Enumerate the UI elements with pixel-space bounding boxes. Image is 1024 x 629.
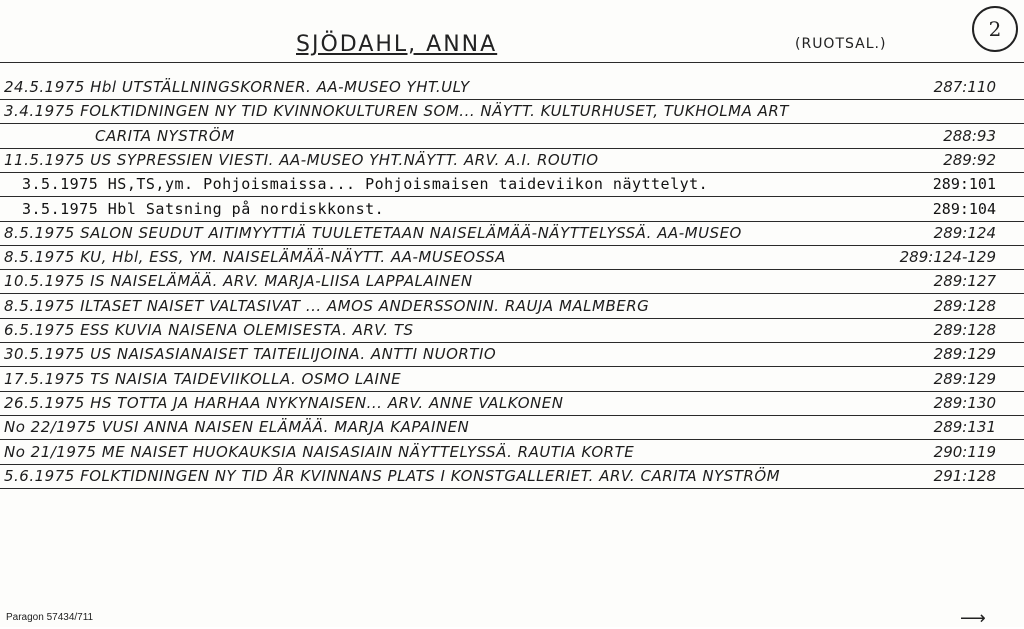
entry-text: 10.5.1975 IS NAISELÄMÄÄ. ARV. MARJA-LIISA LAPPALAINEN <box>4 272 473 290</box>
ruled-line <box>0 488 1024 489</box>
entry-reference: 289:128 <box>933 297 996 315</box>
entry-row <box>0 171 1024 195</box>
entry-row <box>0 463 1024 487</box>
entry-text: 8.5.1975 SALON SEUDUT AITIMYYTTIÄ TUULETETAAN NAISELÄMÄÄ-NÄYTTELYSSÄ. AA-MUSEO <box>4 224 742 242</box>
card-footer: Paragon 57434/711 <box>6 612 94 623</box>
entry-text: No 22/1975 VUSI ANNA NAISEN ELÄMÄÄ. MARJA KAPAINEN <box>4 418 470 436</box>
entry-reference: 289:129 <box>933 370 996 388</box>
entry-reference: 291:128 <box>933 467 996 485</box>
entry-reference: 289:104 <box>932 200 996 218</box>
entry-row <box>0 147 1024 171</box>
entry-text: 26.5.1975 HS TOTTA JA HARHAA NYKYNAISEN... ARV. ANNE VALKONEN <box>4 394 564 412</box>
entry-reference: 287:110 <box>933 78 996 96</box>
entry-reference: 289:131 <box>933 418 996 436</box>
nationality-tag: (RUOTSAL.) <box>795 36 887 52</box>
entry-text: 8.5.1975 KU, Hbl, ESS, YM. NAISELÄMÄÄ-NÄYTT. AA-MUSEOSSA <box>4 248 506 266</box>
entry-reference: 289:92 <box>943 151 996 169</box>
entry-text: 6.5.1975 ESS KUVIA NAISENA OLEMISESTA. ARV. TS <box>4 321 414 339</box>
entry-row <box>0 74 1024 98</box>
entry-text: 11.5.1975 US SYPRESSIEN VIESTI. AA-MUSEO YHT.NÄYTT. ARV. A.I. ROUTIO <box>4 151 599 169</box>
entry-row <box>0 268 1024 292</box>
entry-reference: 290:119 <box>933 443 996 461</box>
entry-row <box>0 414 1024 438</box>
entry-reference: 289:128 <box>933 321 996 339</box>
entry-reference: 288:93 <box>943 127 996 145</box>
entry-row <box>0 123 1024 147</box>
entry-text: 3.5.1975 HS,TS,ym. Pohjoismaissa... Pohjoismaisen taideviikon näyttelyt. <box>22 175 709 193</box>
entry-row <box>0 366 1024 390</box>
entry-text: 3.5.1975 Hbl Satsning på nordiskkonst. <box>22 200 385 218</box>
card-title: SJÖDAHL, ANNA <box>296 32 498 57</box>
entry-text: 17.5.1975 TS NAISIA TAIDEVIIKOLLA. OSMO LAINE <box>4 370 402 388</box>
entry-row <box>0 98 1024 122</box>
entry-row <box>0 220 1024 244</box>
entry-row <box>0 439 1024 463</box>
entry-row <box>0 293 1024 317</box>
entry-text: 30.5.1975 US NAISASIANAISET TAITEILIJOINA. ANTTI NUORTIO <box>4 345 497 363</box>
entry-reference: 289:130 <box>933 394 996 412</box>
entry-text: CARITA NYSTRÖM <box>95 127 235 145</box>
entry-reference: 289:127 <box>933 272 996 290</box>
entry-row <box>0 244 1024 268</box>
entry-text: 5.6.1975 FOLKTIDNINGEN NY TID ÅR KVINNANS PLATS I KONSTGALLERIET. ARV. CARITA NYSTRÖM <box>4 467 781 485</box>
entry-row <box>0 317 1024 341</box>
entry-reference: 289:101 <box>932 175 996 193</box>
entry-row <box>0 341 1024 365</box>
entry-text: No 21/1975 ME NAISET HUOKAUKSIA NAISASIAIN NÄYTTELYSSÄ. RAUTIA KORTE <box>4 443 635 461</box>
entry-reference: 289:129 <box>933 345 996 363</box>
continue-arrow-icon: ⟶ <box>960 608 986 629</box>
entry-text: 3.4.1975 FOLKTIDNINGEN NY TID KVINNOKULTUREN SOM... NÄYTT. KULTURHUSET, TUKHOLMA ART <box>4 102 789 120</box>
card-number: 2 <box>972 6 1018 52</box>
entry-text: 24.5.1975 Hbl UTSTÄLLNINGSKORNER. AA-MUSEO YHT.ULY <box>4 78 470 96</box>
entry-reference: 289:124-129 <box>899 248 996 266</box>
entry-reference: 289:124 <box>933 224 996 242</box>
top-rule <box>0 62 1024 63</box>
entry-row <box>0 390 1024 414</box>
entry-text: 8.5.1975 ILTASET NAISET VALTASIVAT ... AMOS ANDERSSONIN. RAUJA MALMBERG <box>4 297 650 315</box>
entry-row <box>0 196 1024 220</box>
